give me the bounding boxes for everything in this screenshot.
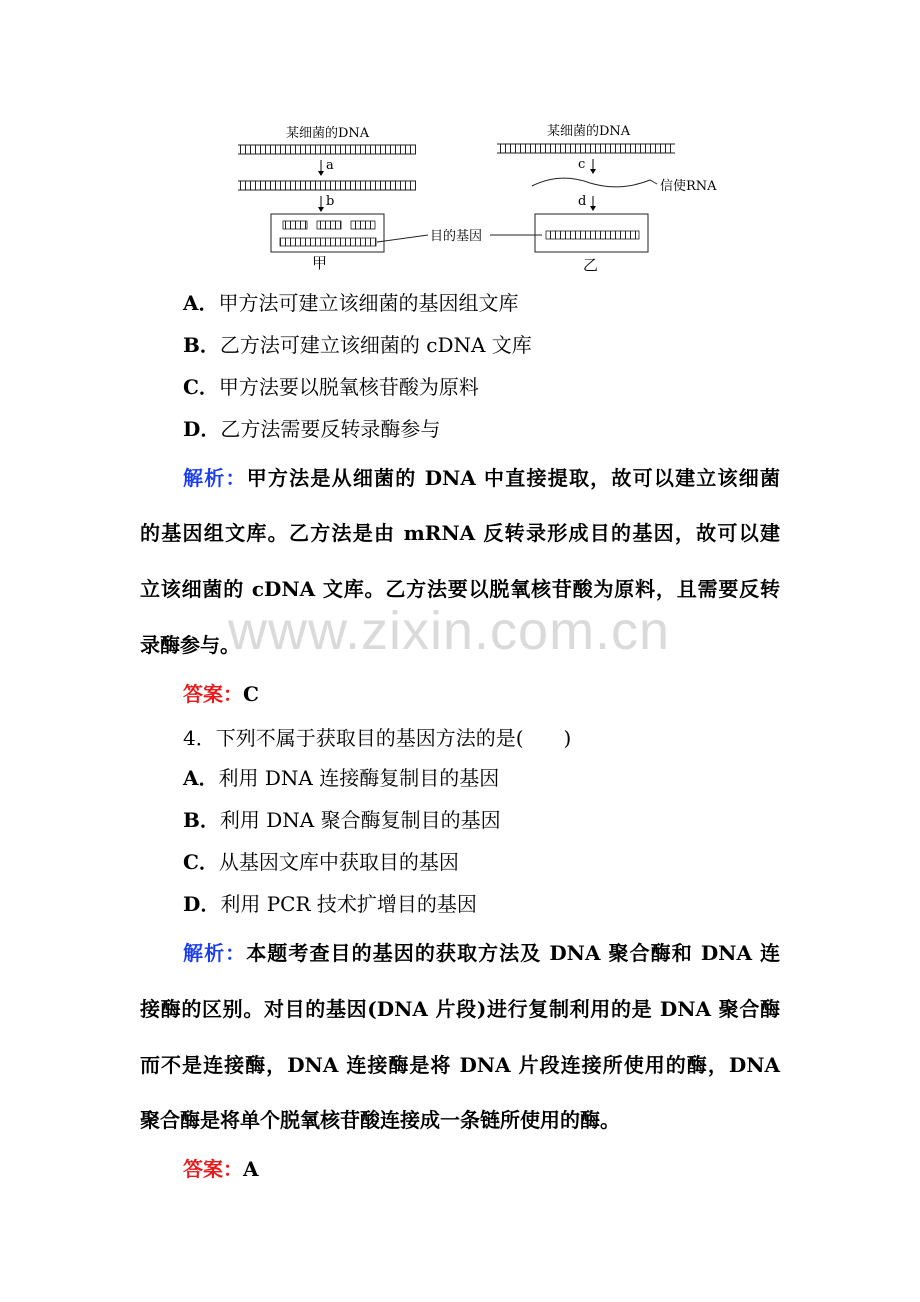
right-dna-label: 某细菌的DNA [547, 124, 631, 139]
q4-option-b: B．利用 DNA 聚合酶复制目的基因 [183, 808, 501, 832]
q4-option-a: A．利用 DNA 连接酶复制目的基因 [183, 766, 500, 790]
q3-answer: 答案：C [183, 682, 259, 706]
q4-analysis-line-3: 而不是连接酶，DNA 连接酶是将 DNA 片段连接所使用的酶，DNA [140, 1053, 780, 1077]
cdna-fragment [546, 231, 639, 239]
dna-strand-1 [238, 145, 416, 154]
step-c: c [578, 157, 586, 172]
dna-strand-3 [497, 144, 675, 153]
q4-answer: 答案：A [183, 1157, 259, 1181]
step-d: d [578, 194, 587, 209]
caption-yi: 乙 [583, 256, 599, 274]
q3-option-c: C．甲方法要以脱氧核苷酸为原料 [183, 375, 479, 399]
q3-analysis-line-1: 解析：甲方法是从细菌的 DNA 中直接提取，故可以建立该细菌 [183, 466, 780, 490]
q4-analysis-line-4: 聚合酶是将单个脱氧核苷酸连接成一条链所使用的酶。 [140, 1108, 620, 1132]
step-a: a [326, 158, 334, 173]
watermark: www.zixin.com.cn [228, 601, 671, 661]
left-dna-label: 某细菌的DNA [286, 126, 370, 141]
gene-acquisition-diagram [0, 0, 920, 280]
q3-option-d: D．乙方法需要反转录酶参与 [183, 417, 441, 441]
q4-option-d: D．利用 PCR 技术扩增目的基因 [183, 892, 477, 916]
q3-analysis-line-3: 立该细菌的 cDNA 文库。乙方法要以脱氧核苷酸为原料，且需要反转 [140, 577, 780, 601]
q3-analysis-line-2: 的基因组文库。乙方法是由 mRNA 反转录形成目的基因，故可以建 [140, 521, 780, 545]
caption-jia: 甲 [312, 254, 328, 272]
q4-analysis-line-1: 解析：本题考查目的基因的获取方法及 DNA 聚合酶和 DNA 连 [183, 941, 781, 965]
mrna-label: 信使RNA [660, 179, 717, 194]
mrna-strand [532, 178, 657, 187]
q4-analysis-line-2: 接酶的区别。对目的基因(DNA 片段)进行复制利用的是 DNA 聚合酶 [140, 997, 780, 1021]
q3-option-a: A．甲方法可建立该细菌的基因组文库 [183, 291, 519, 315]
q4-option-c: C．从基因文库中获取目的基因 [183, 850, 459, 874]
q4-stem: 4．下列不属于获取目的基因方法的是( ) [183, 726, 572, 750]
q3-analysis-line-4: 录酶参与。 [140, 633, 240, 657]
q3-option-b: B．乙方法可建立该细菌的 cDNA 文库 [183, 333, 532, 357]
dna-strand-2 [238, 181, 416, 190]
step-b: b [326, 194, 335, 209]
target-gene-label: 目的基因 [430, 229, 483, 244]
fragments [280, 221, 376, 246]
